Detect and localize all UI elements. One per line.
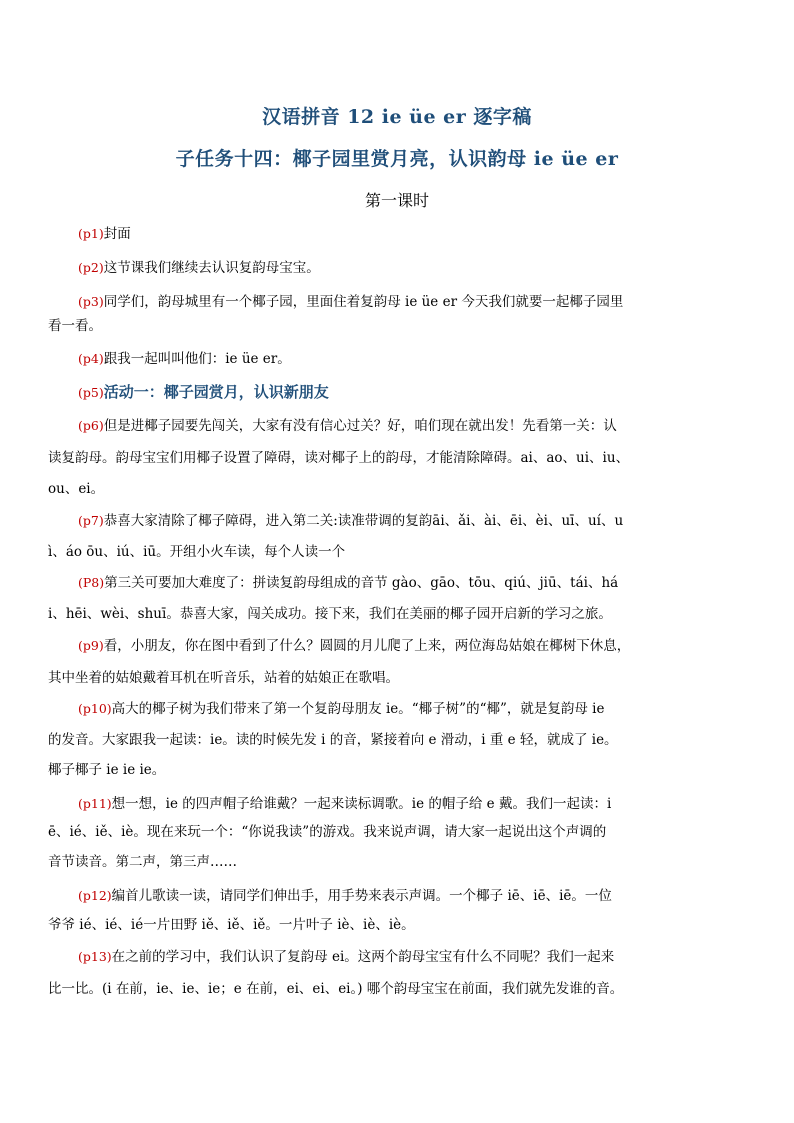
paragraph-text: 这节课我们继续去认识复韵母宝宝。 [103,260,320,276]
paragraph-tag: (p3) [78,294,104,309]
paragraph-text: 想一想，ie 的四声帽子给谁戴？一起来读标调歌。ie 的帽子给 e 戴。我们一起读：i [111,796,612,812]
paragraph-tag: (p13) [78,949,112,964]
paragraph-tag: (P8) [78,575,105,590]
paragraph-tag: (p10) [78,701,112,716]
paragraph-text: 编首儿歌读一读，请同学们伸出手，用手势来表示声调。一个椰子 iē、iē、iē。一位 [111,888,612,904]
paragraph-tag: (p2) [78,260,104,275]
paragraph-p6-continued: ou、ei。 [48,481,105,497]
paragraph-p11-continued: ē、ié、iě、iè。现在来玩一个：“你说我读”的游戏。我来说声调，请大家一起说出这个声调的 [48,824,607,840]
paragraph-text: 同学们，韵母城里有一个椰子园，里面住着复韵母 ie üe er 今天我们就要一起椰子园里 [103,294,624,310]
document-subtitle: 子任务十四：椰子园里赏月亮，认识韵母 ie üe er [175,148,619,170]
paragraph-text: 第三关可要加大难度了：拼读复韵母组成的音节 gào、gāo、tōu、qiú、jiū、tái、há [104,575,619,591]
paragraph-text: 在之前的学习中，我们认识了复韵母 ei。这两个韵母宝宝有什么不同呢？我们一起来 [111,949,615,965]
lesson-label: 第一课时 [364,191,429,210]
paragraph-p12-continued: 爷爷 ié、ié、ié一片田野 iě、iě、iě。一片叶子 iè、iè、iè。 [48,917,415,933]
paragraph-p8 [78,569,724,597]
paragraph-p5 [78,378,724,407]
paragraph-p11 [78,790,724,818]
paragraph-p8-continued: i、hēi、wèi、shuī。恭喜大家，闯关成功。接下来，我们在美丽的椰子园开启新的学习之旅。 [48,606,612,622]
paragraph-p9 [78,632,724,660]
paragraph-p7-continued: ì、áo ōu、iú、iū。开组小火车读，每个人读一个 [48,544,346,560]
document-title: 汉语拼音 12 ie üe er 逐字稿 [262,106,532,128]
paragraph-p1 [78,220,724,248]
paragraph-tag: (p11) [78,796,112,811]
paragraph-text: 看，小朋友，你在图中看到了什么？圆圆的月儿爬了上来，两位海岛姑娘在椰树下休息， [103,638,631,654]
paragraph-p4 [78,345,724,373]
paragraph-tag: (p4) [78,351,104,366]
paragraph-tag: (p9) [78,638,104,653]
paragraph-p13 [78,943,724,971]
paragraph-tag: (p5) [78,385,104,400]
paragraph-p13-continued: 比一比。(i 在前，ie、ie、ie；e 在前，ei、ei、ei。) 哪个韵母宝宝在前面，我们就先发谁的音。 [48,981,624,997]
paragraph-p11-continued: 音节读音。第二声，第三声…… [48,854,237,870]
paragraph-p3-continued: 看一看。 [48,318,102,334]
paragraph-p6-continued: 读复韵母。韵母宝宝们用椰子设置了障碍，读对椰子上的韵母，才能清除障碍。ai、ao、ui、iu、 [48,450,630,466]
paragraph-p10 [78,695,724,723]
paragraph-p7 [78,507,724,535]
paragraph-text: 高大的椰子树为我们带来了第一个复韵母朋友 ie。“椰子树”的“椰”，就是复韵母 ie [111,701,605,717]
paragraph-text: 恭喜大家清除了椰子障碍，进入第二关:读准带调的复韵āi、ǎi、ài、ēi、èi、uī、uí、u [103,513,624,529]
paragraph-text: 但是进椰子园要先闯关，大家有没有信心过关？好，咱们现在就出发！先看第一关：认 [103,418,617,434]
paragraph-text: 封面 [103,226,131,242]
paragraph-tag: (p1) [78,226,104,241]
paragraph-p10-continued: 椰子椰子 ie ie ie。 [48,762,166,778]
paragraph-tag: (p12) [78,888,112,903]
paragraph-text: 跟我一起叫叫他们：ie üe er。 [103,351,291,367]
paragraph-p6 [78,412,724,440]
paragraph-tag: (p6) [78,418,104,433]
activity-heading: 活动一：椰子园赏月，认识新朋友 [103,383,329,401]
paragraph-p9-continued: 其中坐着的姑娘戴着耳机在听音乐，站着的姑娘正在歌唱。 [48,670,399,686]
paragraph-p12 [78,882,724,910]
paragraph-p10-continued: 的发音。大家跟我一起读：ie。读的时候先发 i 的音，紧接着向 e 滑动，i 重 e 轻，就成了 ie。 [48,732,618,748]
paragraph-tag: (p7) [78,513,104,528]
paragraph-p2 [78,254,724,282]
